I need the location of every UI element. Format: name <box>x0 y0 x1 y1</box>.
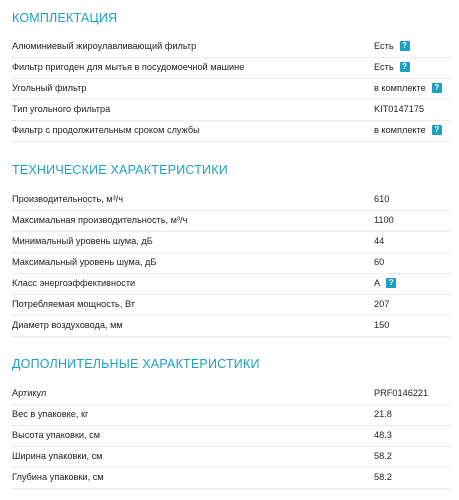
spec-value: 44 <box>374 236 385 246</box>
spec-label: Потребляемая мощность, Вт <box>12 299 135 309</box>
spec-value: 60 <box>374 257 385 267</box>
help-icon[interactable]: ? <box>432 83 442 93</box>
spec-value: Есть ? <box>374 37 410 55</box>
spec-label: Ширина упаковки, см <box>12 451 103 461</box>
help-icon[interactable]: ? <box>400 62 410 72</box>
spec-row <box>12 100 450 118</box>
spec-label: Высота упаковки, см <box>12 430 101 440</box>
spec-row <box>12 405 450 423</box>
spec-row <box>12 384 450 402</box>
spec-row <box>12 190 450 208</box>
spec-row <box>12 447 450 465</box>
spec-value: 58.2 <box>374 451 392 461</box>
spec-label: Производительность, м³/ч <box>12 194 123 204</box>
spec-row <box>12 58 450 76</box>
spec-value: 150 <box>374 320 390 330</box>
spec-row <box>12 121 450 139</box>
spec-label: Тип угольного фильтра <box>12 104 111 114</box>
help-icon[interactable]: ? <box>386 278 396 288</box>
spec-label: Вес в упаковке, кг <box>12 409 89 419</box>
spec-label: Класс энергоэффективности <box>12 278 136 288</box>
spec-label: Фильтр с продолжительным сроком службы <box>12 125 200 135</box>
spec-value: A ? <box>374 274 396 292</box>
spec-row <box>12 274 450 292</box>
spec-label: Глубина упаковки, см <box>12 472 104 482</box>
spec-row <box>12 295 450 313</box>
spec-value: 1100 <box>374 215 394 225</box>
spec-label: Максимальная производительность, м³/ч <box>12 215 188 225</box>
spec-value: в комплекте ? <box>374 79 442 97</box>
spec-value: 610 <box>374 194 390 204</box>
spec-label: Максимальный уровень шума, дБ <box>12 257 157 267</box>
spec-row <box>12 232 450 250</box>
spec-row <box>12 468 450 486</box>
spec-value: PRF0146221 <box>374 388 429 398</box>
spec-row <box>12 253 450 271</box>
section-title-additional: ДОПОЛНИТЕЛЬНЫЕ ХАРАКТЕРИСТИКИ <box>12 357 260 371</box>
spec-row <box>12 79 450 97</box>
spec-label: Минимальный уровень шума, дБ <box>12 236 153 246</box>
spec-value: 58.2 <box>374 472 392 482</box>
spec-label: Алюминиевый жироулавливающий фильтр <box>12 41 197 51</box>
spec-row <box>12 211 450 229</box>
spec-label: Фильтр пригоден для мытья в посудомоечной машине <box>12 62 245 72</box>
spec-value: 21.8 <box>374 409 392 419</box>
spec-label: Диаметр воздуховода, мм <box>12 320 123 330</box>
spec-row <box>12 316 450 334</box>
spec-value: Есть ? <box>374 58 410 76</box>
section-title-technical: ТЕХНИЧЕСКИЕ ХАРАКТЕРИСТИКИ <box>12 163 228 177</box>
spec-row <box>12 37 450 55</box>
spec-value: 48.3 <box>374 430 392 440</box>
spec-label: Угольный фильтр <box>12 83 87 93</box>
spec-value: в комплекте ? <box>374 121 442 139</box>
spec-row <box>12 426 450 444</box>
help-icon[interactable]: ? <box>400 41 410 51</box>
section-title-equipment: КОМПЛЕКТАЦИЯ <box>12 11 118 25</box>
spec-value: 207 <box>374 299 390 309</box>
help-icon[interactable]: ? <box>432 125 442 135</box>
spec-label: Артикул <box>12 388 47 398</box>
spec-value: KIT0147175 <box>374 104 425 114</box>
